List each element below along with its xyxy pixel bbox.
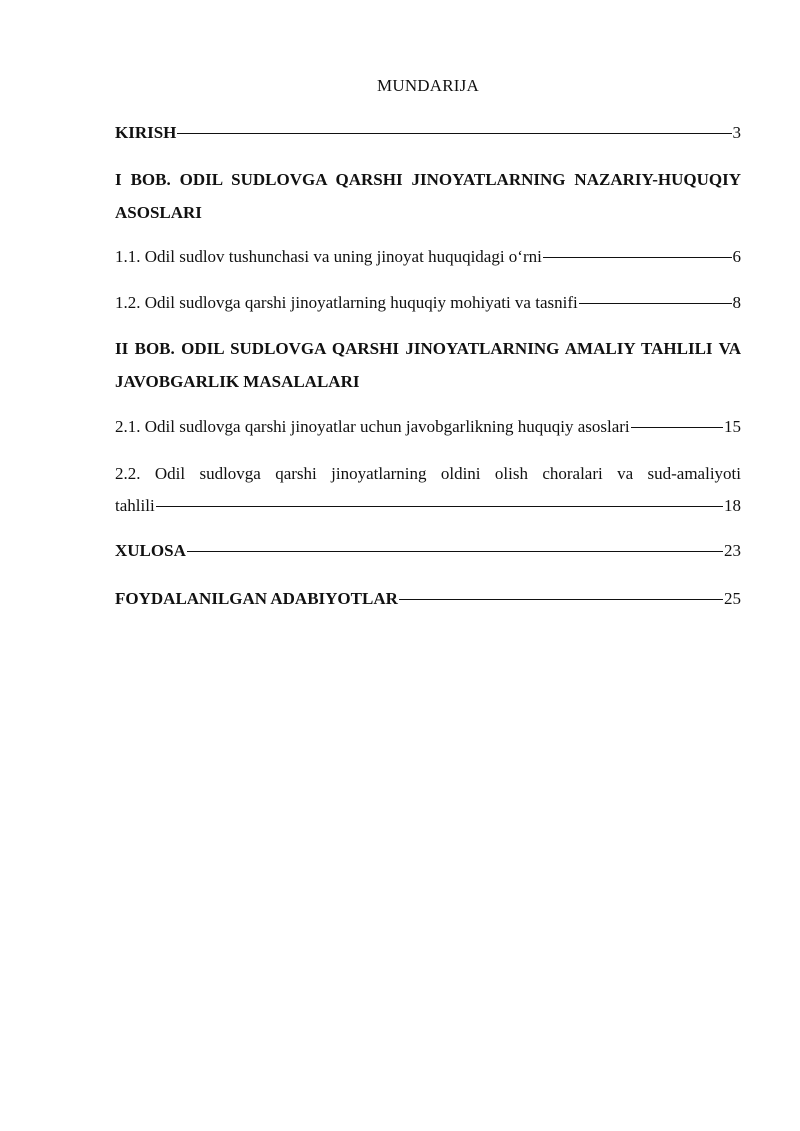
- toc-entry-adabiyotlar[interactable]: [115, 587, 741, 611]
- toc-entry-label-line2: tahlili: [115, 496, 155, 515]
- leader-line: [399, 599, 723, 600]
- toc-title: MUNDARIJA: [377, 76, 479, 95]
- leader-line: [187, 551, 723, 552]
- toc-chapter-2[interactable]: II BOB. ODIL SUDLOVGA QARSHI JINOYATLARNING AMALIY TAHLILI VA JAVOBGARLIK MASALALARI: [115, 339, 741, 391]
- toc-entry-2-2[interactable]: [115, 458, 741, 522]
- toc-entry-xulosa[interactable]: [115, 539, 741, 563]
- toc-entry-label: KIRISH: [115, 123, 177, 142]
- toc-entry-label: 1.2. Odil sudlovga qarshi jinoyatlarning huquqiy mohiyati va tasnifi: [115, 293, 578, 312]
- toc-entry-label: 2.1. Odil sudlovga qarshi jinoyatlar uchun javobgarlikning huquqiy asoslari: [115, 417, 630, 436]
- toc-page-number: 8: [732, 293, 741, 312]
- leader-line: [579, 303, 732, 304]
- toc-page-number: 18: [724, 496, 741, 515]
- toc-entry-kirish[interactable]: [115, 121, 741, 145]
- toc-entry-label-line1: 2.2. Odil sudlovga qarshi jinoyatlarning oldini olish choralari va sud-amaliyoti: [115, 464, 741, 483]
- toc-chapter-1[interactable]: I BOB. ODIL SUDLOVGA QARSHI JINOYATLARNING NAZARIY-HUQUQIY ASOSLARI: [115, 170, 741, 222]
- toc-entry-1-2[interactable]: [115, 291, 741, 315]
- toc-page-number: 15: [724, 417, 741, 436]
- toc-page-number: 23: [724, 541, 741, 560]
- toc-entry-label: XULOSA: [115, 541, 186, 560]
- toc-entry-1-1[interactable]: [115, 245, 741, 269]
- toc-page-number: 25: [724, 589, 741, 608]
- leader-line: [156, 506, 723, 507]
- toc-page-number: 3: [732, 123, 741, 142]
- leader-line: [177, 133, 731, 134]
- toc-entry-label: 1.1. Odil sudlov tushunchasi va uning jinoyat huquqidagi o‘rni: [115, 247, 542, 266]
- leader-line: [543, 257, 732, 258]
- leader-line: [631, 427, 723, 428]
- toc-entry-label: FOYDALANILGAN ADABIYOTLAR: [115, 589, 398, 608]
- toc-entry-2-1[interactable]: [115, 415, 741, 439]
- toc-page-number: 6: [732, 247, 741, 266]
